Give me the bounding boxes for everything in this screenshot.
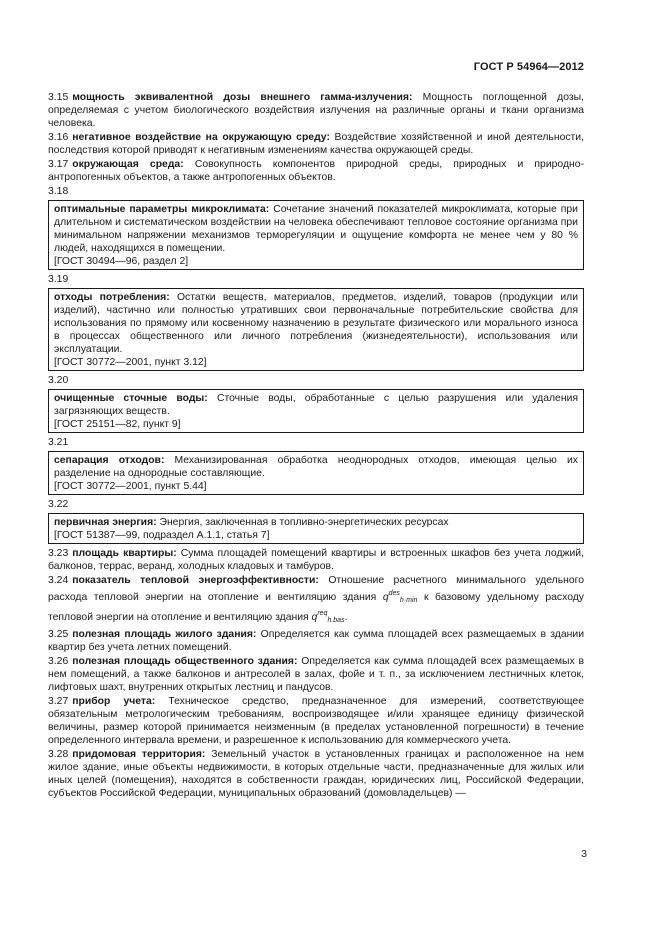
entry-3-15: 3.15 мощность эквивалентной дозы внешнего гамма-излучения: Мощность поглощенной дозы, определяемая с учетом биологического воздействия излучения на различные органы и ткани организма человека. bbox=[48, 92, 585, 129]
entry-3-28: 3.28 придомовая территория: Земельный участок в установленных границах и расположенное на нем жилое здание, иные объекты недвижимости, в которых отдельные части, предназначенные для жилых или иных целей (помещения), находятся в собственности граждан, юридических лиц, Российской Федерации, субъектов Российской Федерации, муниципальных образований (домовладельцев) — bbox=[48, 749, 584, 799]
entry-number: 3.20 bbox=[48, 375, 69, 386]
definition-box-3-20: очищенные сточные воды: Сточные воды, обработанные с целью разрушения или удаления загрязняющих веществ. [ГОСТ 25151—82, пункт 9] bbox=[48, 389, 584, 433]
term: полезная площадь общественного здания: bbox=[72, 656, 298, 667]
entry-3-27: 3.27 прибор учета: Техническое средство, предназначенное для измерений, соответствующее обязательным метрологическим требованиям, воспроизводящее и/или хранящее единицу физической величины, размер которой принимается неизменным (в пределах установленной погрешности) в течение определенного интервала времени, и разрешенное к использованию для коммерческого учета. bbox=[48, 696, 584, 746]
definition-box-3-19: отходы потребления: Остатки веществ, материалов, предметов, изделий, товаров (продукции или изделий), частично или полностью утративших свои первоначальные потребительские свойства для использования по прямому или косвенному назначению в результате физического или морального износа в процессах общественного или личного потребления (жизнедеятельности), использования или эксплуатации. [ГОСТ 30772—2001, пункт 3.12] bbox=[48, 288, 584, 371]
entry-number: 3.21 bbox=[48, 437, 69, 448]
term: площадь квартиры: bbox=[72, 548, 177, 559]
definition-box-3-21: сепарация отходов: Механизированная обработка неоднородных отходов, имеющая целью их разделение на однородные составляющие. [ГОСТ 30772—2001, пункт 5.44] bbox=[48, 451, 584, 495]
term: показатель тепловой энергоэффективности: bbox=[72, 575, 319, 586]
reference: [ГОСТ 25151—82, пункт 9] bbox=[54, 419, 181, 430]
entry-number: 3.19 bbox=[48, 274, 69, 285]
definition-box-3-18: оптимальные параметры микроклимата: Сочетание значений показателей микроклимата, которые при длительном и систематическом воздействии на человека обеспечивают тепловое состояние организма при минимальном напряжении механизмов терморегуляции и ощущение комфорта не менее чем у 80 % людей, находящихся в помещении. [ГОСТ 30494—96, раздел 2] bbox=[48, 200, 584, 270]
entry-number: 3.22 bbox=[48, 499, 69, 510]
reference: [ГОСТ 30494—96, раздел 2] bbox=[54, 256, 189, 267]
entry-number: 3.18 bbox=[48, 186, 69, 197]
entry-3-24: 3.24 показатель тепловой энергоэффективности: Отношение расчетного минимального удельного расхода тепловой энергии на отопление и вентиляцию здания $q^{des}_{h\cdot min}$ к базовому удельному расходу тепловой энергии на отопление и вентиляцию здания $q^{req}_{h.bas}$. bbox=[48, 575, 584, 624]
entry-3-16: 3.16 негативное воздействие на окружающую среду: Воздействие хозяйственной и иной деятельности, последствия которой приводят к негативным изменениям качества окружающей среды. bbox=[48, 132, 584, 156]
entry-3-17: 3.17 окружающая среда: Совокупность компонентов природной среды, природных и природно-антропогенных объектов, а также антропогенных объектов. bbox=[48, 159, 584, 183]
page-content bbox=[48, 91, 584, 801]
formula-q-req: $q^{req}_{h.bas}$ bbox=[311, 610, 345, 624]
term: мощность эквивалентной дозы внешнего гамма-излучения: bbox=[72, 92, 413, 103]
term: отходы потребления: bbox=[54, 292, 170, 303]
page-number: 3 bbox=[581, 848, 587, 860]
term: придомовая территория: bbox=[72, 749, 206, 760]
term: оптимальные параметры микроклимата: bbox=[54, 204, 270, 215]
document-header: ГОСТ Р 54964—2012 bbox=[473, 61, 584, 73]
term: очищенные сточные воды: bbox=[54, 393, 208, 404]
reference: [ГОСТ 30772—2001, пункт 3.12] bbox=[54, 357, 207, 368]
entry-3-25: 3.25 полезная площадь жилого здания: Определяется как сумма площадей всех размещаемых в здании квартир без учета летних помещений. bbox=[48, 629, 584, 653]
formula-q-des: $q^{des}_{h\cdot min}$ bbox=[382, 590, 418, 604]
term: полезная площадь жилого здания: bbox=[72, 629, 257, 640]
term: прибор учета: bbox=[72, 696, 156, 707]
reference: [ГОСТ 51387—99, подраздел А.1.1, статья 7] bbox=[54, 530, 270, 541]
term: негативное воздействие на окружающую среду: bbox=[72, 132, 330, 143]
entry-3-23: 3.23 площадь квартиры: Сумма площадей помещений квартиры и встроенных шкафов без учета лоджий, балконов, террас, веранд, холодных кладовых и тамбуров. bbox=[48, 548, 584, 572]
term: окружающая среда: bbox=[72, 159, 184, 170]
reference: [ГОСТ 30772—2001, пункт 5.44] bbox=[54, 481, 207, 492]
term: сепарация отходов: bbox=[54, 455, 165, 466]
term: первичная энергия: bbox=[54, 517, 157, 528]
definition-box-3-22: первичная энергия: Энергия, заключенная в топливно-энергетических ресурсах [ГОСТ 51387—99, подраздел А.1.1, статья 7] bbox=[48, 513, 584, 544]
entry-3-26: 3.26 полезная площадь общественного здания: Определяется как сумма площадей всех размещаемых в нем помещений, а также балконов и антресолей в залах, фойе и т. п., за исключением лестничных клеток, лифтовых шахт, внутренних открытых лестниц и пандусов. bbox=[48, 656, 585, 693]
